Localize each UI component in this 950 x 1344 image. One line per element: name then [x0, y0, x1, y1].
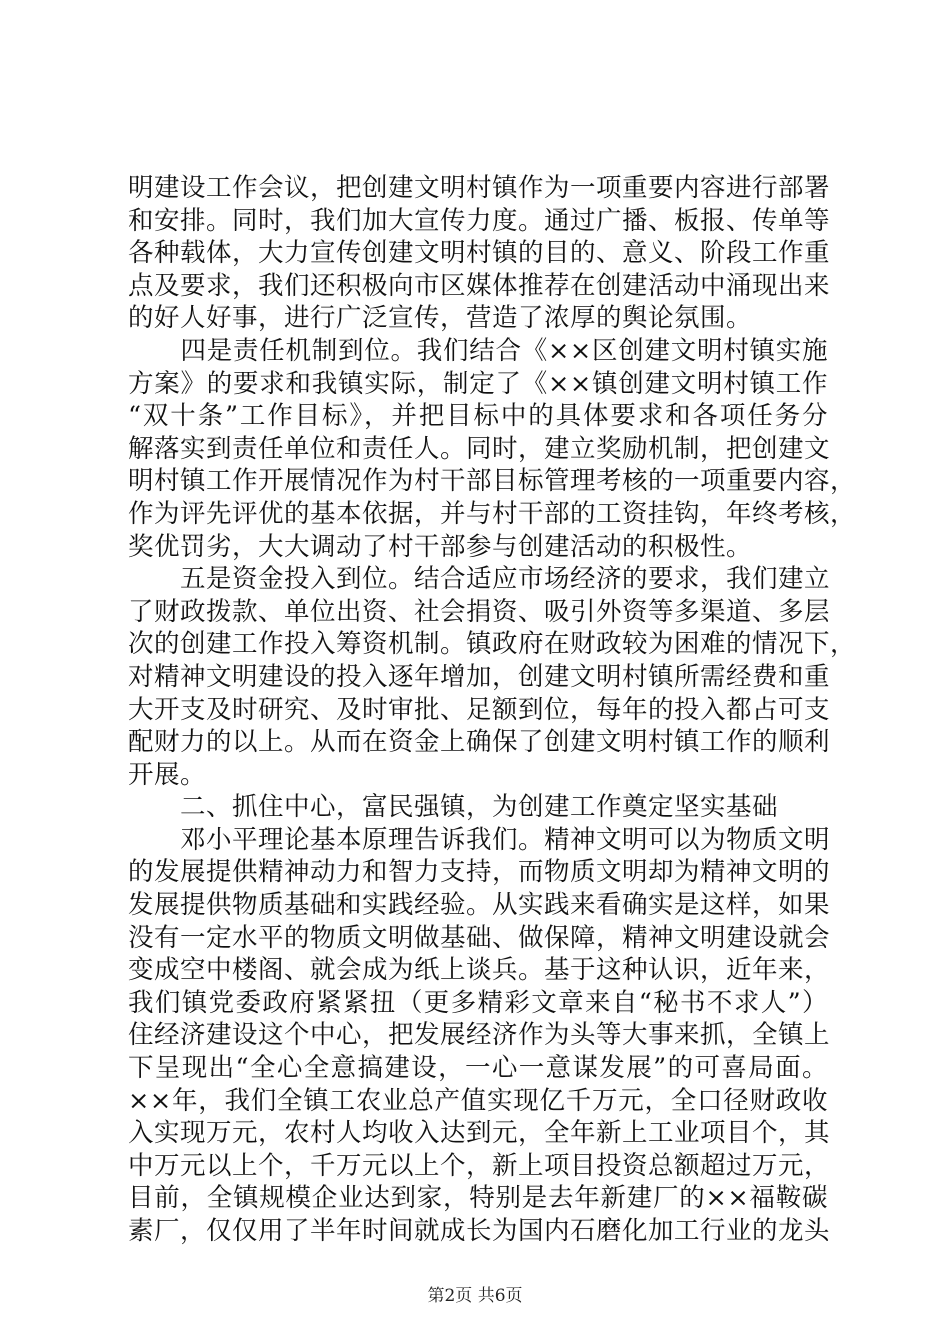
text-line-8: “双十条”工作目标》，并把目标中的具体要求和各项任务分 — [128, 401, 828, 432]
text-line-24: 没有一定水平的物质文明做基础、做保障，精神文明建设就会 — [128, 922, 831, 953]
text-line-1: 明建设工作会议，把创建文明村镇作为一项重要内容进行部署 — [128, 173, 831, 203]
text-line-15: 次的创建工作投入筹资机制。镇政府在财政较为困难的情况下， — [128, 629, 857, 660]
text-line-14: 了财政拨款、单位出资、社会捐资、吸引外资等多渠道、多层 — [128, 596, 831, 627]
text-line-6: 四是责任机制到位。我们结合《××区创建文明村镇实施 — [128, 335, 828, 366]
text-line-30: 入实现万元，农村人均收入达到元，全年新上工业项目个，其 — [128, 1118, 831, 1149]
text-line-5: 的好人好事，进行广泛宣传，营造了浓厚的舆论氛围。 — [128, 303, 753, 334]
text-line-10: 明村镇工作开展情况作为村干部目标管理考核的一项重要内容， — [128, 466, 857, 497]
text-line-19: 开展。 — [128, 759, 207, 790]
text-line-2: 和安排。同时，我们加大宣传力度。通过广播、板报、传单等 — [128, 205, 831, 236]
text-line-33: 素厂，仅仅用了半年时间就成长为国内石磨化加工行业的龙头 — [128, 1216, 831, 1246]
text-line-16: 对精神文明建设的投入逐年增加，创建文明村镇所需经费和重 — [128, 661, 831, 692]
page-number-footer: 第2页 共6页 — [427, 1286, 523, 1306]
text-line-13: 五是资金投入到位。结合适应市场经济的要求，我们建立 — [128, 564, 831, 595]
text-line-21: 邓小平理论基本原理告诉我们。精神文明可以为物质文明 — [128, 824, 831, 855]
text-line-3: 各种载体，大力宣传创建文明村镇的目的、意义、阶段工作重 — [128, 238, 831, 269]
text-line-7: 方案》的要求和我镇实际，制定了《××镇创建文明村镇工作 — [128, 368, 828, 399]
text-line-22: 的发展提供精神动力和智力支持，而物质文明却为精神文明的 — [128, 857, 831, 888]
text-line-29: ××年，我们全镇工农业总产值实现亿千万元，全口径财政收 — [128, 1085, 828, 1116]
text-line-26: 我们镇党委政府紧紧扭（更多精彩文章来自“秘书不求人”） — [128, 987, 828, 1018]
text-line-23: 发展提供物质基础和实践经验。从实践来看确实是这样，如果 — [128, 890, 831, 921]
text-line-31: 中万元以上个，千万元以上个，新上项目投资总额超过万元， — [128, 1150, 831, 1181]
section-heading: 二、抓住中心，富民强镇，为创建工作奠定坚实基础 — [128, 792, 779, 823]
text-line-11: 作为评先评优的基本依据，并与村干部的工资挂钩，年终考核， — [128, 498, 857, 529]
text-line-25: 变成空中楼阁、就会成为纸上谈兵。基于这种认识，近年来， — [128, 955, 831, 986]
text-line-17: 大开支及时研究、及时审批、足额到位，每年的投入都占可支 — [128, 694, 831, 725]
text-line-12: 奖优罚劣，大大调动了村干部参与创建活动的积极性。 — [128, 531, 753, 562]
text-line-4: 点及要求，我们还积极向市区媒体推荐在创建活动中涌现出来 — [128, 270, 831, 301]
text-line-9: 解落实到责任单位和责任人。同时，建立奖励机制，把创建文 — [128, 433, 831, 464]
document-body — [128, 172, 857, 1248]
text-line-32: 目前，全镇规模企业达到家，特别是去年新建厂的××福鞍碳 — [128, 1183, 828, 1214]
text-line-18: 配财力的以上。从而在资金上确保了创建文明村镇工作的顺利 — [128, 727, 831, 758]
text-line-28: 下呈现出“全心全意搞建设，一心一意谋发展”的可喜局面。 — [128, 1053, 828, 1084]
text-line-27: 住经济建设这个中心，把发展经济作为头等大事来抓，全镇上 — [128, 1020, 831, 1051]
